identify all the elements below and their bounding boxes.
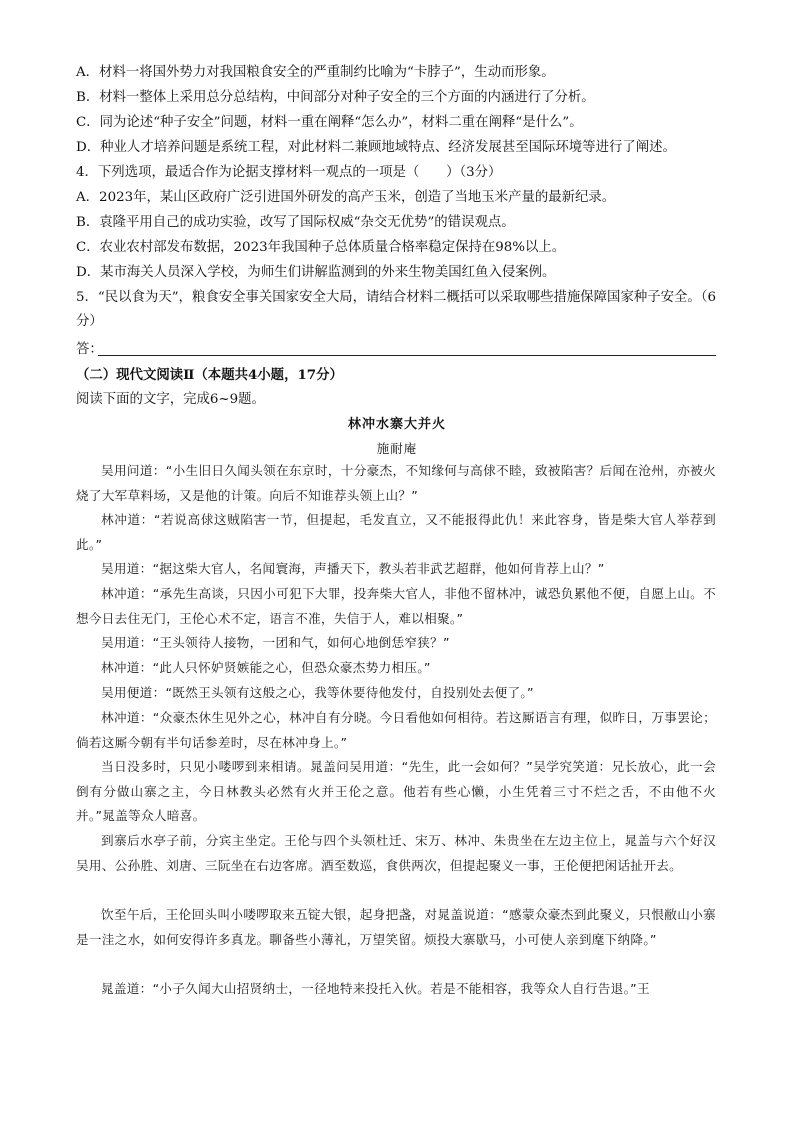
q3-option-d: D．种业人才培养问题是系统工程，对此材料二兼顾地域特点、经济发展甚至国际环境等进行了阐述。 — [76, 140, 676, 155]
q4-option-a: A．2023年，某山区政府广泛引进国外研发的高产玉米，创造了当地玉米产量的最新纪录。 — [76, 190, 616, 205]
passage-paragraph: 吴用道：“据这柴大官人，名闻寰海，声播天下，教头若非武艺超群，他如何肯荐上山？” — [101, 561, 605, 576]
passage-paragraph: 吴用便道：“既然王头领有这般之心，我等休要待他发付，自投别处去便了。” — [101, 685, 534, 700]
q4-option-d: D．某市海关人员深入学校，为师生们讲解监测到的外来生物美国红鱼入侵案例。 — [76, 265, 556, 280]
answer-underline — [98, 355, 716, 356]
q4-stem: 4．下列选项，最适合作为论据支撑材料一观点的一项是（ ）（3分） — [76, 165, 502, 180]
passage-paragraph: 林冲道：“若说高俅这贼陷害一节，但提起，毛发直立，又不能报得此仇！来此容身，皆是柴大官人举荐到此。” — [76, 512, 716, 552]
passage-paragraph: 林冲道：“承先生高谈，只因小可犯下大罪，投奔柴大官人，非他不留林冲，诚恐负累他不便，自愿上山。不想今日去住无门，王伦心术不定，语言不准，失信于人，难以相聚。” — [76, 586, 716, 626]
q5-stem: 5．“民以食为天”，粮食安全事关国家安全大局，请结合材料二概括可以采取哪些措施保障国家种子安全。（6分） — [76, 290, 716, 329]
q3-option-b: B．材料一整体上采用总分总结构，中间部分对种子安全的三个方面的内涵进行了分析。 — [76, 90, 595, 105]
q4-option-c: C．农业农村部发布数据，2023年我国种子总体质量合格率稳定保持在98%以上。 — [76, 240, 566, 255]
passage-paragraph: 吴用问道：“小生旧日久闻头领在东京时，十分豪杰，不知缘何与高俅不睦，致被陷害？后闻在沧州，亦被火烧了大军草料场，又是他的计策。向后不知谁荐头领上山？” — [76, 463, 716, 503]
q3-option-a: A．材料一将国外势力对我国粮食安全的严重制约比喻为“卡脖子”，生动而形象。 — [76, 65, 555, 80]
answer-field[interactable] — [76, 338, 716, 358]
passage-paragraph: 晁盖道：“小子久闻大山招贤纳士，一径地特来投托入伙。若是不能相容，我等众人自行告退。”王 — [101, 981, 650, 996]
passage-author: 施耐庵 — [376, 441, 418, 456]
answer-label: 答： — [76, 342, 103, 357]
section-heading: （二）现代文阅读Ⅱ（本题共4小题，17分） — [76, 367, 343, 383]
passage-title: 林冲水寨大并火 — [347, 417, 446, 432]
passage-paragraph: 吴用道：“王头领待人接物，一团和气，如何心地倒恁窄狭？” — [101, 635, 450, 650]
q4-option-b: B．袁隆平用自己的成功实验，改写了国际权威“杂交无优势”的错误观点。 — [76, 215, 515, 230]
passage-paragraph: 林冲道：“众豪杰休生见外之心，林冲自有分晓。今日看他如何相待。若这厮语言有理，似昨日，万事罢论；倘若这厮今朝有半句话参差时，尽在林冲身上。” — [76, 710, 716, 750]
q3-option-c: C．同为论述“种子安全”问题，材料一重在阐释“怎么办”，材料二重在阐释“是什么”。 — [76, 115, 583, 130]
section-instruction: 阅读下面的文字，完成6~9题。 — [76, 392, 265, 407]
passage-paragraph: 饮至午后，王伦回头叫小喽啰取来五锭大银，起身把盏，对晁盖说道：“感蒙众豪杰到此聚义，只恨敝山小寨是一洼之水，如何安得许多真龙。聊备些小薄礼，万望笑留。烦投大寨歇马，小可使人亲到麾下纳降。” — [76, 907, 716, 947]
passage-paragraph: 到寨后水亭子前，分宾主坐定。王伦与四个头领杜迁、宋万、林冲、朱贵坐在左边主位上，晁盖与六个好汉吴用、公孙胜、刘唐、三阮坐在右边客席。酒至数巡，食供两次，但提起聚义一事，王伦便把闲话扯开去。 — [76, 833, 716, 873]
passage-paragraph: 当日没多时，只见小喽啰到来相请。晁盖问吴用道：“先生，此一会如何？”吴学究笑道：兄长放心，此一会倒有分做山寨之主，今日林教头必然有火并王伦之意。他若有些心懒，小生凭着三寸不烂之舌，不由他不火并。”晁盖等众人暗喜。 — [76, 759, 716, 823]
passage-paragraph: 林冲道：“此人只怀妒贤嫉能之心，但恐众豪杰势力相压。” — [101, 660, 431, 675]
